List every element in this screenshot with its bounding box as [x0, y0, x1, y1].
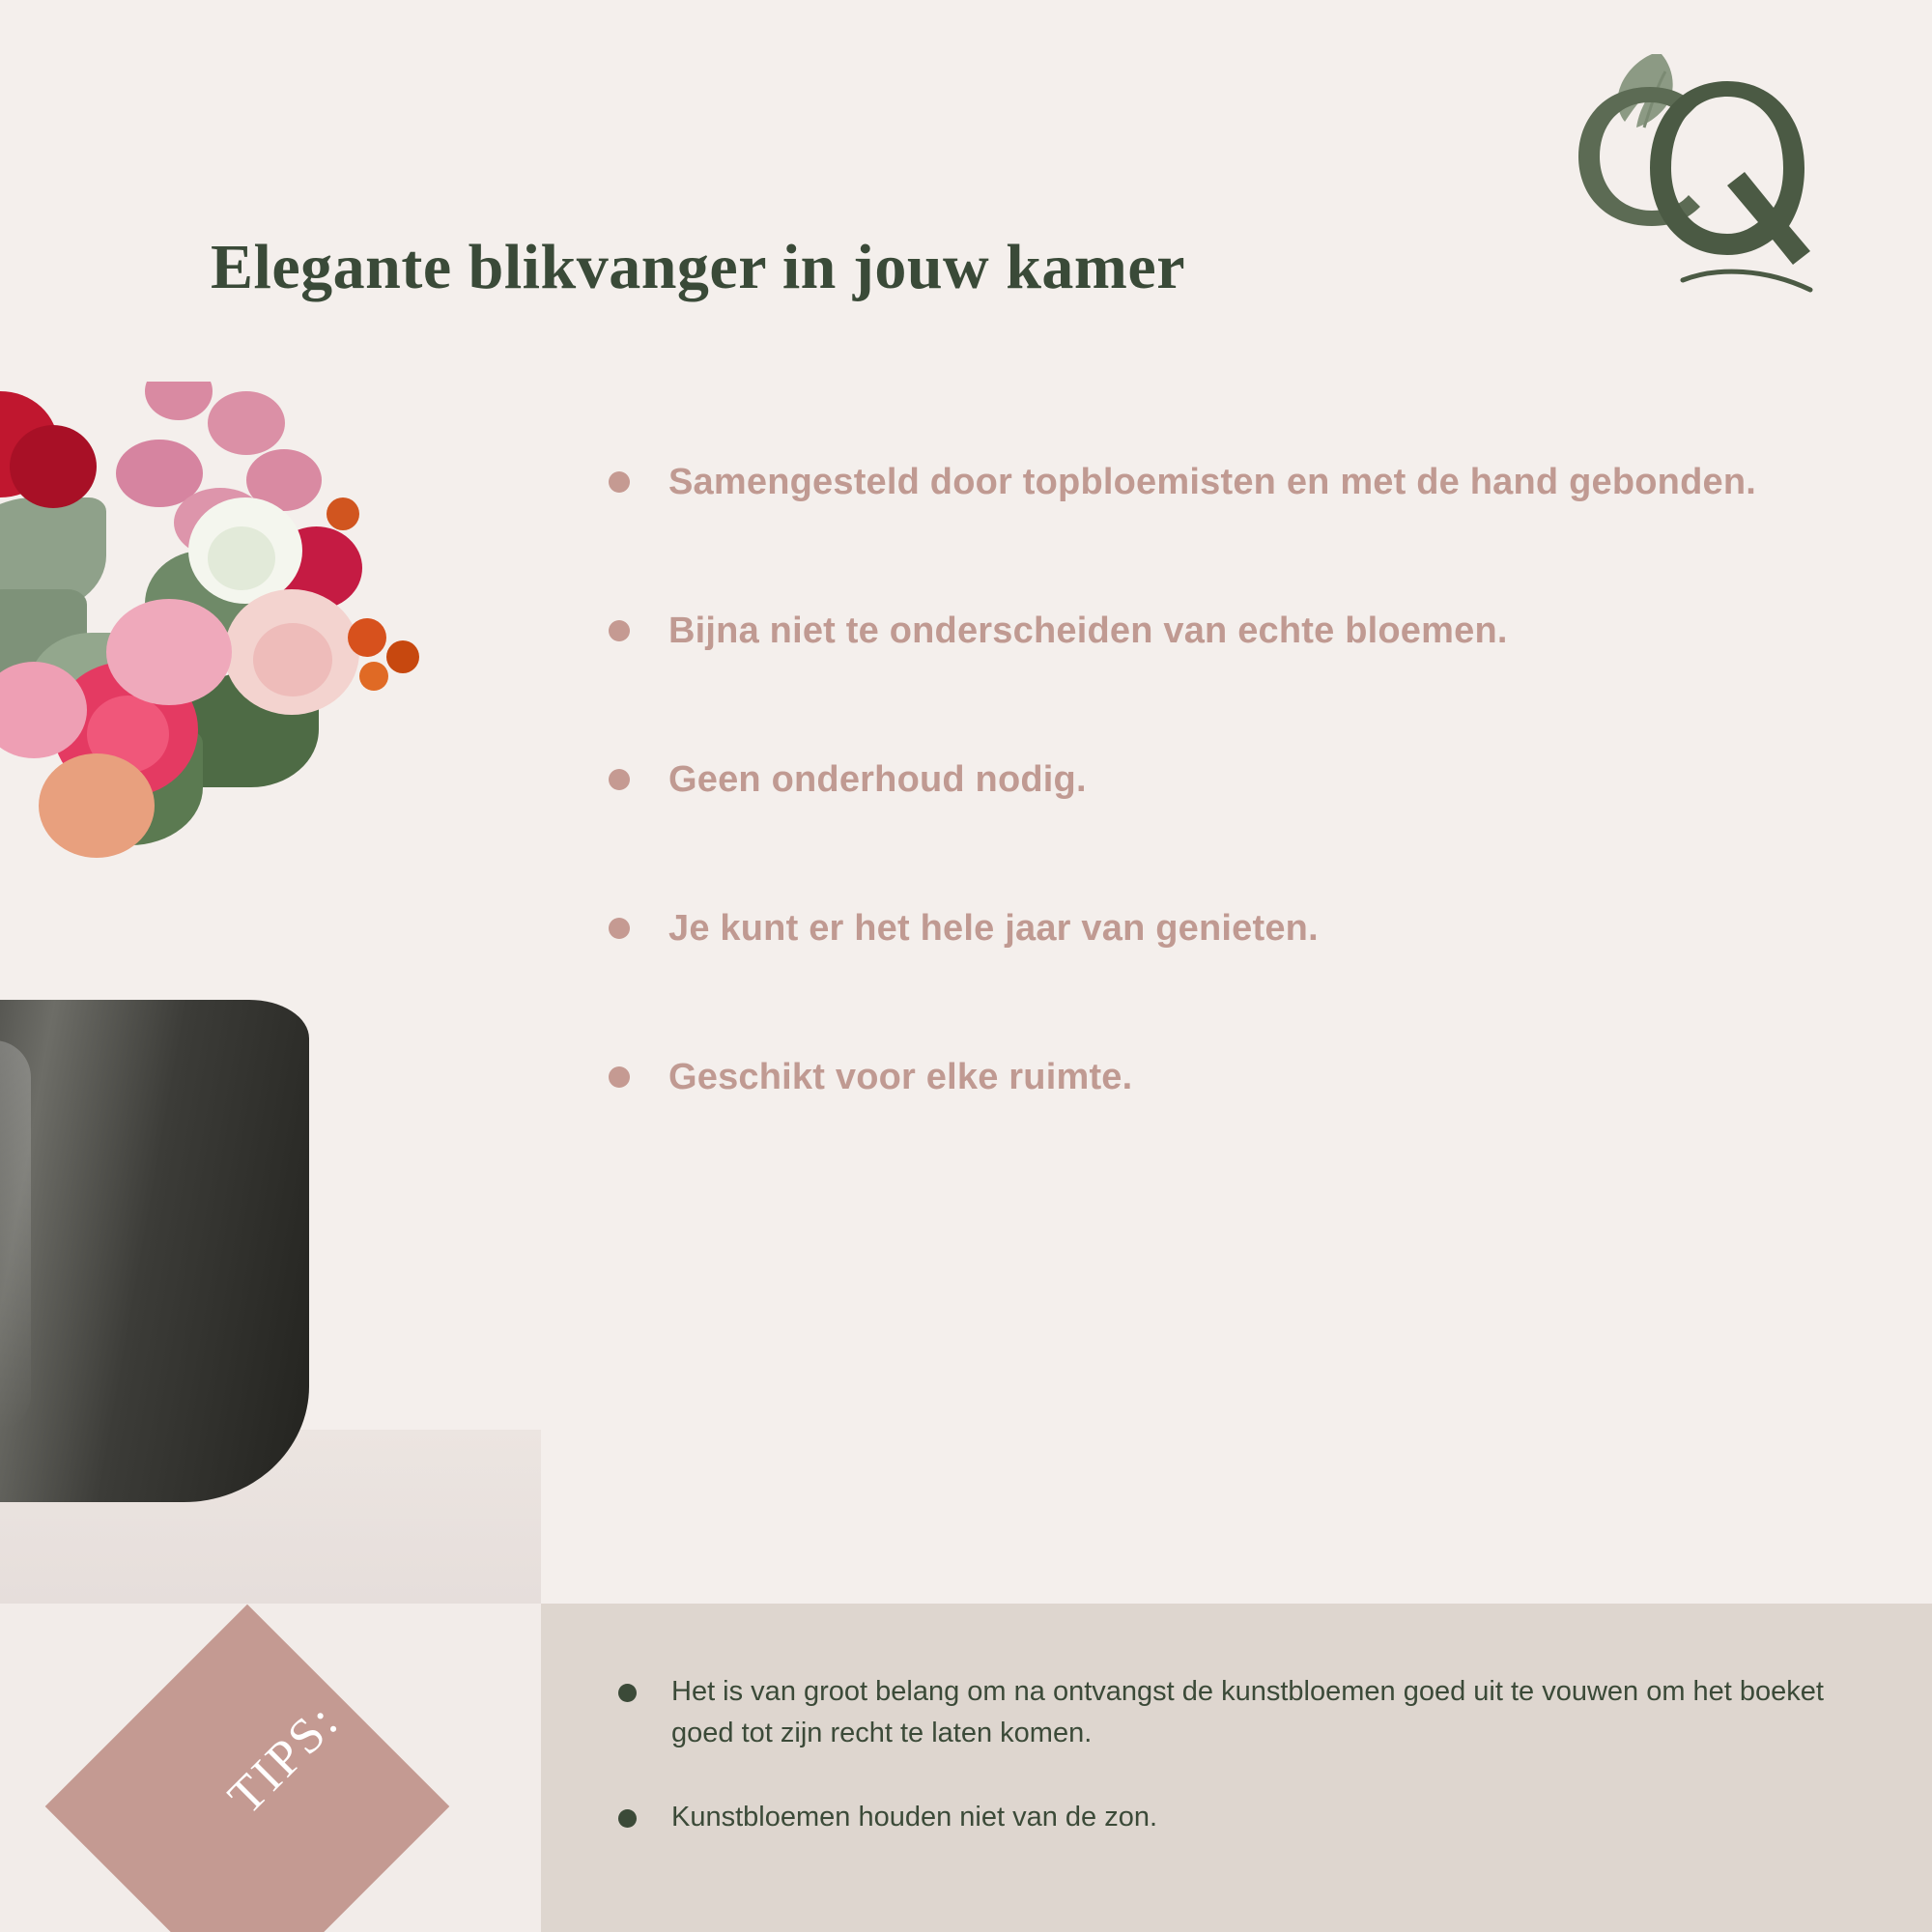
list-item: [618, 1797, 1845, 1838]
page-title: Elegante blikvanger in jouw kamer: [211, 232, 1185, 303]
feature-list: [609, 454, 1855, 1105]
bullet-dot-icon: [618, 1684, 637, 1702]
tip-text: Kunstbloemen houden niet van de zon.: [671, 1801, 1158, 1833]
flower-blob: [10, 425, 97, 508]
tip-text: Het is van groot belang om na ontvangst de kunstbloemen goed uit te vouwen om het boeket goed tot zijn recht te laten komen.: [671, 1676, 1824, 1748]
bullet-dot-icon: [609, 620, 630, 641]
flower-blob: [39, 753, 155, 858]
bullet-dot-icon: [609, 1066, 630, 1088]
list-item: [609, 1049, 1855, 1106]
bullet-dot-icon: [618, 1809, 637, 1828]
list-item: [609, 603, 1855, 660]
flower-blob: [106, 599, 232, 705]
tips-list: [618, 1671, 1845, 1838]
flower-blob: [145, 382, 213, 420]
feature-text: Je kunt er het hele jaar van genieten.: [668, 907, 1319, 949]
list-item: [609, 900, 1855, 957]
berry-blob: [386, 640, 419, 673]
flower-blob: [208, 526, 275, 590]
berry-blob: [359, 662, 388, 691]
berry-blob: [327, 497, 359, 530]
brand-logo: [1538, 37, 1828, 327]
bullet-dot-icon: [609, 918, 630, 939]
list-item: [609, 454, 1855, 511]
list-item: [618, 1671, 1845, 1754]
feature-text: Geschikt voor elke ruimte.: [668, 1056, 1133, 1097]
list-item: [609, 752, 1855, 809]
tips-badge-area: [0, 1604, 541, 1932]
flower-blob: [208, 391, 285, 455]
tips-badge-label: TIPS:: [217, 1692, 351, 1826]
feature-text: Geen onderhoud nodig.: [668, 758, 1087, 800]
feature-text: Samengesteld door topbloemisten en met de hand gebonden.: [668, 462, 1756, 502]
bullet-dot-icon: [609, 769, 630, 790]
flower-blob: [253, 623, 332, 696]
berry-blob: [348, 618, 386, 657]
bullet-dot-icon: [609, 471, 630, 493]
bouquet-photo: [0, 382, 541, 1604]
glass-vase: [0, 1000, 309, 1502]
feature-text: Bijna niet te onderscheiden van echte bloemen.: [668, 610, 1508, 651]
